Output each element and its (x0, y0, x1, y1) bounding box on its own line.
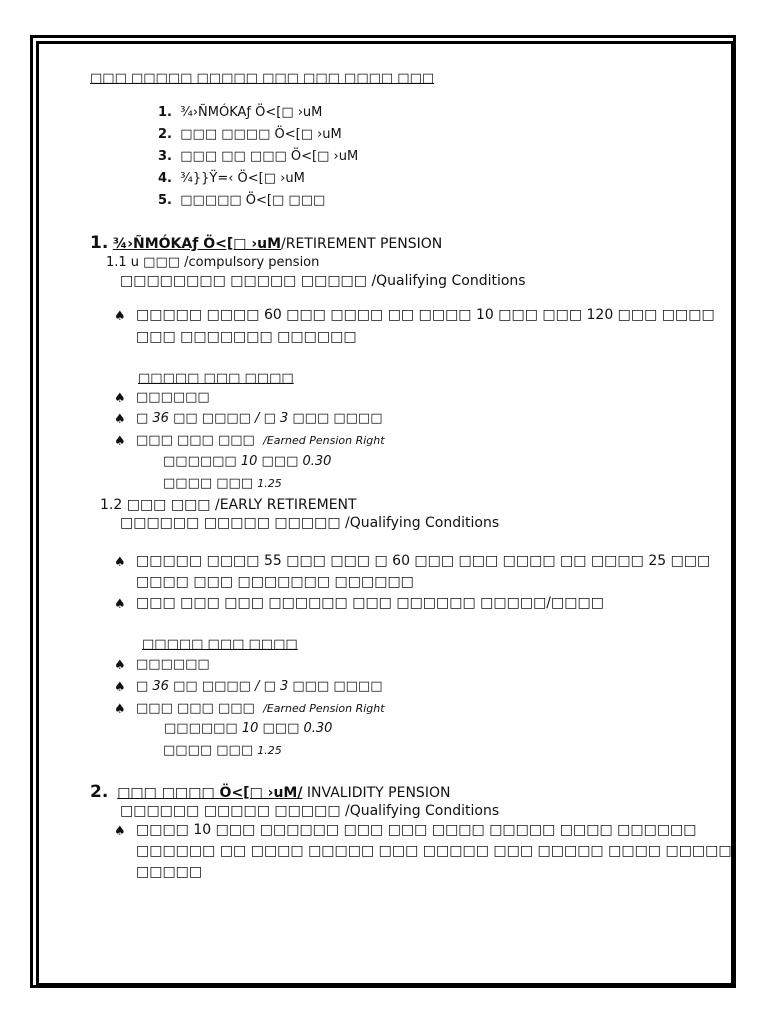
condition-text: □□□□□ □□□□ 60 □□□ □□□□ □□ □□□□ 10 □□□ □□□ 120 □□□ □□□□ (136, 307, 715, 323)
qualifying-conditions-label: □□□□□□ □□□□□ □□□□□ /Qualifying Conditions (120, 515, 500, 531)
calculation-item: □ 36 □□ □□□□ / □ 3 □□□ □□□□ (136, 411, 383, 426)
toc-item: 3. □□□ □□ □□□ Ö<[□ ›uM (158, 149, 359, 164)
toc-item: 1. ¾›ÑMÓKAƒ Ö<[□ ›uM (158, 105, 323, 120)
toc-item: 2. □□□ □□□□ Ö<[□ ›uM (158, 127, 342, 142)
calculation-formula: □□□□ □□□ 1.25 (163, 476, 282, 491)
spade-bullet-icon: ♠ (114, 702, 126, 717)
section-1-heading: 1. ¾›ÑMÓKAƒ Ö<[□ ›uM/RETIREMENT PENSION (90, 233, 443, 253)
spade-bullet-icon: ♠ (114, 680, 126, 695)
spade-bullet-icon: ♠ (114, 597, 126, 612)
qualifying-conditions-label: □□□□□□ □□□□□ □□□□□ /Qualifying Conditions (120, 803, 500, 819)
calculation-formula: □□□□□□ 10 □□□ 0.30 (163, 454, 332, 469)
condition-text: □□□□□ □□□□ 55 □□□ □□□ □ 60 □□□ □□□ □□□□ □□ □□□□ 25 □□□ (136, 553, 711, 569)
spade-bullet-icon: ♠ (114, 434, 126, 449)
condition-text: □□□□□□ □□ □□□□ □□□□□ □□□ □□□□□ □□□ □□□□□ □□□□ □□□□□ (136, 843, 732, 859)
document-header: □□□ □□□□□ □□□□□ □□□ □□□ □□□□ □□□ (90, 71, 435, 86)
spade-bullet-icon: ♠ (114, 391, 126, 406)
calculation-heading: □□□□□ □□□ □□□□ (142, 637, 298, 652)
toc-item: 4. ¾}}Ÿ=‹ Ö<[□ ›uM (158, 171, 305, 186)
spade-bullet-icon: ♠ (114, 824, 126, 839)
calculation-item: □□□□□□ (136, 390, 210, 405)
condition-text: □□□□ □□□ □□□□□□□ □□□□□□ (136, 574, 414, 590)
condition-text: □□□□□ (136, 864, 203, 880)
subsection-1-2: 1.2 □□□ □□□ /EARLY RETIREMENT (100, 497, 357, 513)
calculation-item: □ 36 □□ □□□□ / □ 3 □□□ □□□□ (136, 679, 383, 694)
subsection-1-1: 1.1 u □□□ /compulsory pension (106, 255, 320, 270)
calculation-formula: □□□□□□ 10 □□□ 0.30 (164, 721, 333, 736)
qualifying-conditions-label: □□□□□□□□ □□□□□ □□□□□ /Qualifying Conditions (120, 273, 526, 289)
condition-text: □□□ □□□□□□□ □□□□□□ (136, 329, 357, 345)
spade-bullet-icon: ♠ (114, 658, 126, 673)
calculation-heading: □□□□□ □□□ □□□□ (138, 371, 294, 386)
spade-bullet-icon: ♠ (114, 412, 126, 427)
condition-text: □□□ □□□ □□□ □□□□□□ □□□ □□□□□□ □□□□□/□□□□ (136, 595, 604, 611)
calculation-item: □□□ □□□ □□□ /Earned Pension Right (136, 433, 385, 448)
condition-text: □□□□ 10 □□□ □□□□□□ □□□ □□□ □□□□ □□□□□ □□□□ □□□□□□ (136, 822, 697, 838)
calculation-formula: □□□□ □□□ 1.25 (163, 743, 282, 758)
toc-item: 5. □□□□□ Ö<[□ □□□ (158, 193, 326, 208)
spade-bullet-icon: ♠ (114, 309, 126, 324)
calculation-item: □□□□□□ (136, 657, 210, 672)
spade-bullet-icon: ♠ (114, 555, 126, 570)
section-2-heading: 2. □□□ □□□□ Ö<[□ ›uM/ INVALIDITY PENSION (90, 782, 451, 802)
calculation-item: □□□ □□□ □□□ /Earned Pension Right (136, 701, 385, 716)
